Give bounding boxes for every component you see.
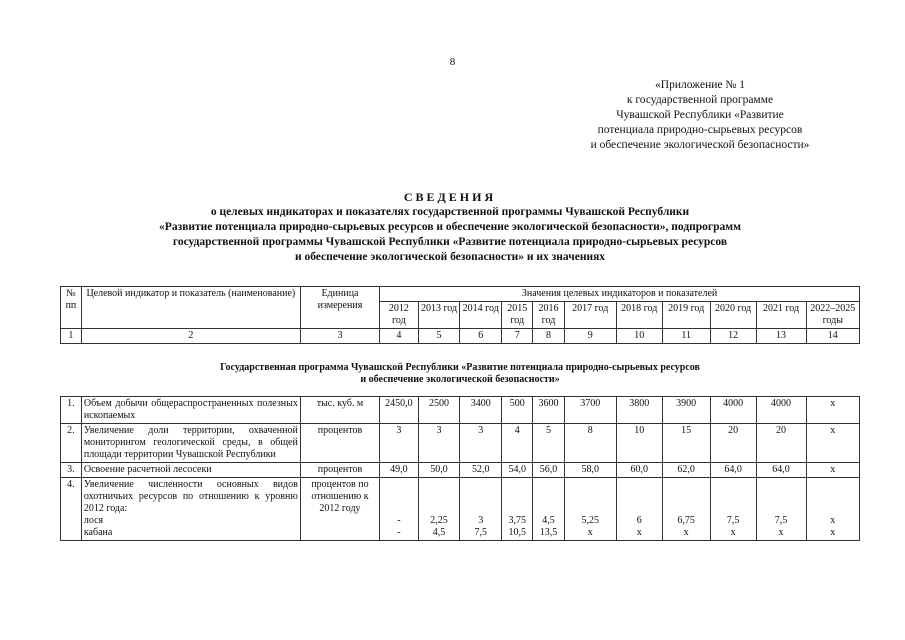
appendix-line: «Приложение № 1 xyxy=(655,79,745,91)
row-value: 4000 xyxy=(756,397,806,424)
section-title-line: Государственная программа Чувашской Республики «Развитие потенциала природно-сырьевых ресурсов xyxy=(220,362,700,373)
year-header: 2015 год xyxy=(502,302,533,329)
subrow-value: - xyxy=(397,527,401,538)
row-value: 3800 xyxy=(616,397,662,424)
column-number: 1 xyxy=(61,329,82,344)
heading-line: и обеспечение экологической безопасности» и их значениях xyxy=(294,251,606,263)
table-row xyxy=(61,397,860,424)
row-value: 50,0 xyxy=(418,463,460,478)
row-value: 3700 xyxy=(564,397,616,424)
year-header: 2016 год xyxy=(533,302,564,329)
row-value: 58,0 xyxy=(564,463,616,478)
row-unit: процентов xyxy=(300,463,379,478)
subrow-values xyxy=(710,478,756,541)
row-value: 8 xyxy=(564,424,616,463)
subrow-value: 7,5 xyxy=(474,527,487,538)
header-unit: Единица измерения xyxy=(300,287,379,329)
column-number: 4 xyxy=(380,329,419,344)
subrow-value: х xyxy=(636,527,642,538)
subrow-value: 6,75 xyxy=(677,515,695,526)
subrow-value: 4,5 xyxy=(432,527,446,538)
year-header: 2012 год xyxy=(380,302,419,329)
subrow-value: 7,5 xyxy=(726,515,740,526)
subrow-value: 2,25 xyxy=(430,515,448,526)
column-number: 7 xyxy=(502,329,533,344)
subrow-name: кабана xyxy=(83,527,113,538)
row-value: 2500 xyxy=(418,397,460,424)
table-row xyxy=(61,463,860,478)
column-number: 10 xyxy=(616,329,662,344)
header-indicator: Целевой индикатор и показатель (наименование) xyxy=(81,287,300,329)
row-num: 1. xyxy=(61,397,82,424)
row-value: 4 xyxy=(502,424,533,463)
subrow-value: 7,5 xyxy=(774,515,788,526)
row-num: 4. xyxy=(61,478,82,541)
year-header: 2013 год xyxy=(418,302,460,329)
subrow-value: 13,5 xyxy=(539,527,558,538)
column-number: 2 xyxy=(81,329,300,344)
subrow-value: 6 xyxy=(636,515,642,526)
section-title-line: и обеспечение экологической безопасности» xyxy=(360,374,560,385)
row-unit: процентов xyxy=(300,424,379,463)
row-value: 20 xyxy=(710,424,756,463)
year-header: 2021 год xyxy=(756,302,806,329)
subrow-value: х xyxy=(730,527,736,538)
heading-line: «Развитие потенциала природно-сырьевых ресурсов и обеспечение экологической безопасности», подпрограмм xyxy=(159,221,741,233)
row-name: Увеличение доли территории, охваченной мониторингом геологической среды, в общей площади территории Чувашской Республики xyxy=(81,424,300,463)
subrow-values xyxy=(806,478,859,541)
subrow-values xyxy=(662,478,710,541)
column-number: 14 xyxy=(806,329,859,344)
subrow-values xyxy=(380,478,419,541)
subrow-values xyxy=(564,478,616,541)
row-num: 3. xyxy=(61,463,82,478)
appendix-line: Чувашской Республики «Развитие xyxy=(616,109,784,121)
row-value: х xyxy=(806,397,859,424)
subrow-values xyxy=(418,478,460,541)
row-value: 20 xyxy=(756,424,806,463)
table-row xyxy=(61,424,860,463)
row-value: 54,0 xyxy=(502,463,533,478)
column-numbers-row xyxy=(61,329,860,344)
indicators-table xyxy=(60,286,860,541)
header-row xyxy=(61,287,860,302)
row-value: 15 xyxy=(662,424,710,463)
row-num: 2. xyxy=(61,424,82,463)
row-value: 10 xyxy=(616,424,662,463)
header-values: Значения целевых индикаторов и показателей xyxy=(380,287,860,302)
subrow-values xyxy=(502,478,533,541)
subrow-value: х xyxy=(830,527,836,538)
column-number: 6 xyxy=(460,329,502,344)
subrow-name: лося xyxy=(83,515,104,526)
row-value: х xyxy=(806,424,859,463)
row-value: 49,0 xyxy=(380,463,419,478)
heading-line: государственной программы Чувашской Республики «Развитие потенциала природно-сырьевых ресурсов xyxy=(172,236,728,248)
row-unit: процентов по отношению к 2012 году xyxy=(300,478,379,541)
row-name-text: Увеличение численности основных видов охотничьих ресурсов по отношению к уровню 2012 года: xyxy=(83,479,298,514)
page-number: 8 xyxy=(449,56,456,68)
row-value: 52,0 xyxy=(460,463,502,478)
column-number: 8 xyxy=(533,329,564,344)
year-header: 2014 год xyxy=(460,302,502,329)
row-value: х xyxy=(806,463,859,478)
appendix-line: потенциала природно-сырьевых ресурсов xyxy=(597,124,803,136)
subrow-value: х xyxy=(830,515,836,526)
subrow-value: х xyxy=(587,527,593,538)
subrow-values xyxy=(533,478,564,541)
row-value: 2450,0 xyxy=(380,397,419,424)
row-value: 3 xyxy=(418,424,460,463)
section-title xyxy=(61,344,860,397)
heading-title: СВЕДЕНИЯ xyxy=(403,190,497,204)
row-unit: тыс. куб. м xyxy=(300,397,379,424)
appendix-note xyxy=(540,78,860,153)
document-heading xyxy=(60,190,840,265)
subrow-value: 5,25 xyxy=(581,515,599,526)
row-value: 62,0 xyxy=(662,463,710,478)
row-value: 5 xyxy=(533,424,564,463)
header-num: № пп xyxy=(61,287,82,329)
row-name: Освоение расчетной лесосеки xyxy=(81,463,300,478)
row-name xyxy=(81,478,300,541)
row-value: 56,0 xyxy=(533,463,564,478)
year-header: 2022–2025 годы xyxy=(806,302,859,329)
subrow-value: х xyxy=(778,527,784,538)
subrow-values xyxy=(460,478,502,541)
row-value: 60,0 xyxy=(616,463,662,478)
column-number: 11 xyxy=(662,329,710,344)
row-value: 64,0 xyxy=(756,463,806,478)
subrow-values xyxy=(616,478,662,541)
subrow-value: 4,5 xyxy=(542,515,555,526)
appendix-line: и обеспечение экологической безопасности» xyxy=(590,139,810,151)
subrow-values xyxy=(756,478,806,541)
column-number: 9 xyxy=(564,329,616,344)
column-number: 13 xyxy=(756,329,806,344)
row-value: 64,0 xyxy=(710,463,756,478)
year-header: 2019 год xyxy=(662,302,710,329)
row-value: 500 xyxy=(502,397,533,424)
year-header: 2018 год xyxy=(616,302,662,329)
subrow-value: 3,75 xyxy=(508,515,526,526)
row-value: 4000 xyxy=(710,397,756,424)
subrow-value: х xyxy=(683,527,689,538)
subrow-value: - xyxy=(397,515,401,526)
row-value: 3 xyxy=(460,424,502,463)
section-row xyxy=(61,344,860,397)
appendix-line: к государственной программе xyxy=(626,94,774,106)
row-value: 3 xyxy=(380,424,419,463)
table-row xyxy=(61,478,860,541)
column-number: 3 xyxy=(300,329,379,344)
column-number: 12 xyxy=(710,329,756,344)
year-header: 2017 год xyxy=(564,302,616,329)
column-number: 5 xyxy=(418,329,460,344)
row-value: 3600 xyxy=(533,397,564,424)
year-header: 2020 год xyxy=(710,302,756,329)
heading-line: о целевых индикаторах и показателях государственной программы Чувашской Республики xyxy=(210,206,690,218)
row-value: 3900 xyxy=(662,397,710,424)
subrow-value: 10,5 xyxy=(508,527,526,538)
subrow-value: 3 xyxy=(478,515,484,526)
row-name: Объем добычи общераспространенных полезных ископаемых xyxy=(81,397,300,424)
row-value: 3400 xyxy=(460,397,502,424)
